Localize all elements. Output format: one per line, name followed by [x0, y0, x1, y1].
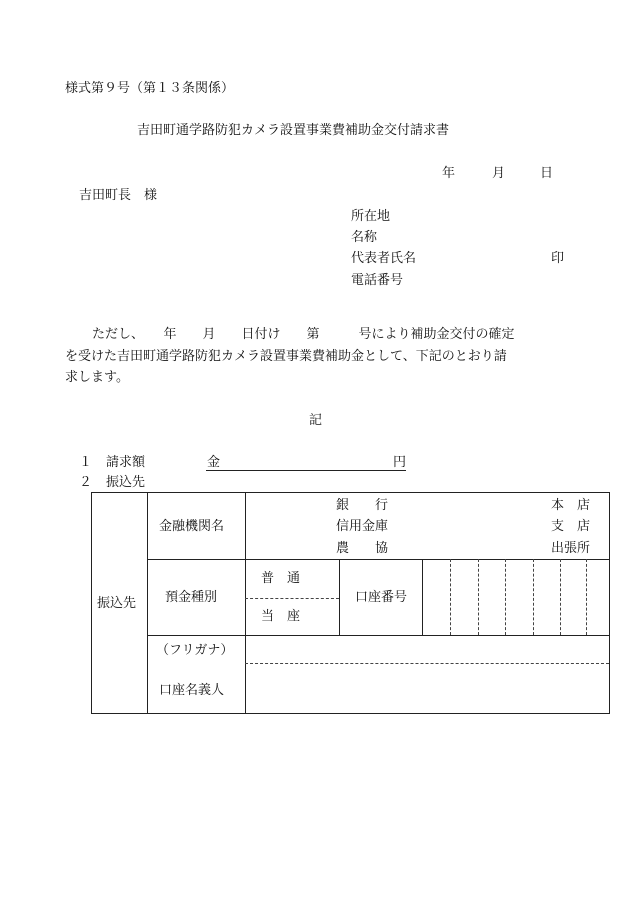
digit-divider	[533, 559, 534, 635]
address-label: 所在地	[351, 209, 391, 224]
date-day: 日	[540, 166, 554, 181]
seal-mark: 印	[551, 251, 565, 266]
ki-heading: 記	[309, 413, 323, 428]
transfer-table	[91, 492, 610, 714]
item-1-label: 請求額	[106, 455, 146, 470]
amount-prefix: 金	[207, 455, 221, 470]
institution-label: 金融機関名	[159, 519, 225, 534]
deposit-dashed-line	[245, 598, 339, 599]
amount-suffix: 円	[393, 455, 407, 470]
col-divider-1	[147, 493, 148, 713]
deposit-type-current: 当 座	[261, 609, 301, 624]
body-line-1: ただし、 年 月 日付け 第 号により補助金交付の確定	[92, 327, 515, 342]
phone-label: 電話番号	[351, 273, 404, 288]
item-1-number: １	[79, 455, 93, 470]
deposit-label: 預金種別	[165, 590, 218, 605]
item-2-label: 振込先	[106, 475, 146, 490]
row-divider-2	[147, 635, 609, 636]
body-line-3: 求します。	[65, 370, 129, 385]
account-divider	[422, 559, 423, 635]
date-year: 年	[442, 166, 456, 181]
addressee: 吉田町長 様	[79, 188, 158, 203]
date-month: 月	[492, 166, 506, 181]
deposit-divider	[339, 559, 340, 635]
account-number-label: 口座番号	[355, 590, 408, 605]
digit-divider	[450, 559, 451, 635]
digit-divider	[505, 559, 506, 635]
deposit-type-ordinary: 普 通	[261, 571, 301, 586]
col-divider-2	[245, 493, 246, 713]
name-label: 名称	[351, 230, 378, 245]
body-line-2: を受けた吉田町通学路防犯カメラ設置事業費補助金として、下記のとおり請	[65, 349, 507, 364]
digit-divider	[560, 559, 561, 635]
document-title: 吉田町通学路防犯カメラ設置事業費補助金交付請求書	[137, 123, 450, 138]
form-label: 様式第９号（第１３条関係）	[65, 81, 235, 96]
inst-type-bank: 銀 行	[336, 498, 389, 513]
row-header-transfer: 振込先	[97, 596, 137, 611]
branch-type-branch: 支 店	[551, 519, 591, 534]
branch-type-head: 本 店	[551, 498, 591, 513]
furigana-dashed-line	[245, 663, 609, 664]
row-divider-1	[147, 559, 609, 560]
furigana-label: （フリガナ）	[156, 643, 234, 658]
branch-type-office: 出張所	[551, 541, 591, 556]
digit-divider	[586, 559, 587, 635]
item-2-number: ２	[79, 475, 93, 490]
account-holder-label: 口座名義人	[159, 683, 225, 698]
inst-type-shinkin: 信用金庫	[336, 519, 389, 534]
amount-underline	[206, 470, 406, 471]
digit-divider	[478, 559, 479, 635]
inst-type-nokyo: 農 協	[336, 541, 389, 556]
representative-label: 代表者氏名	[351, 251, 417, 266]
